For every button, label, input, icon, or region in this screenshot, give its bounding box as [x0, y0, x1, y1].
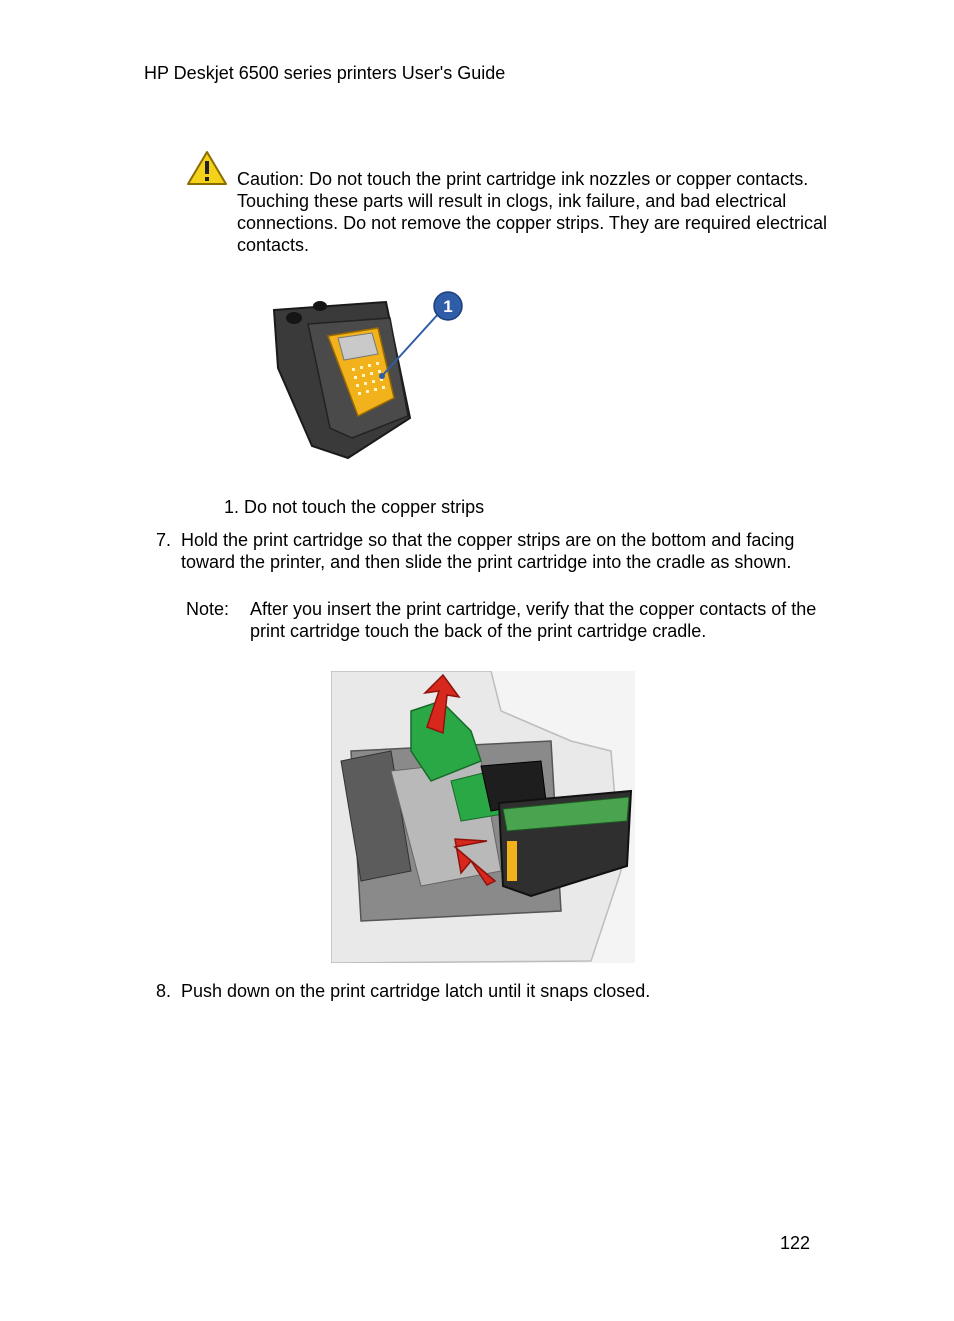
step-text: Push down on the print cartridge latch until it snaps closed. [181, 981, 651, 1001]
caution-text: Caution: Do not touch the print cartridge ink nozzles or copper contacts. Touching these parts will result in clogs, ink failure, and bad electrical connections. Do not remove the copper strips. They are required electrical contacts. [237, 169, 827, 255]
note-label: Note: [186, 599, 230, 619]
cartridge-insertion-figure [331, 671, 635, 963]
warning-triangle-icon [186, 150, 228, 186]
print-cartridge-figure [268, 288, 468, 463]
step-text: Hold the print cartridge so that the copper strips are on the bottom and facing toward the printer, and then slide the print cartridge into the cradle as shown. [181, 530, 795, 572]
figure-caption: 1. Do not touch the copper strips [224, 497, 485, 517]
running-header: HP Deskjet 6500 series printers User's Guide [144, 63, 506, 83]
step-number: 7. [156, 530, 172, 550]
page-number: 122 [780, 1233, 811, 1253]
note-text: After you insert the print cartridge, verify that the copper contacts of the print cartridge touch the back of the print cartridge cradle. [250, 599, 817, 641]
step-number: 8. [156, 981, 172, 1001]
callout-number: 1 [443, 297, 453, 316]
